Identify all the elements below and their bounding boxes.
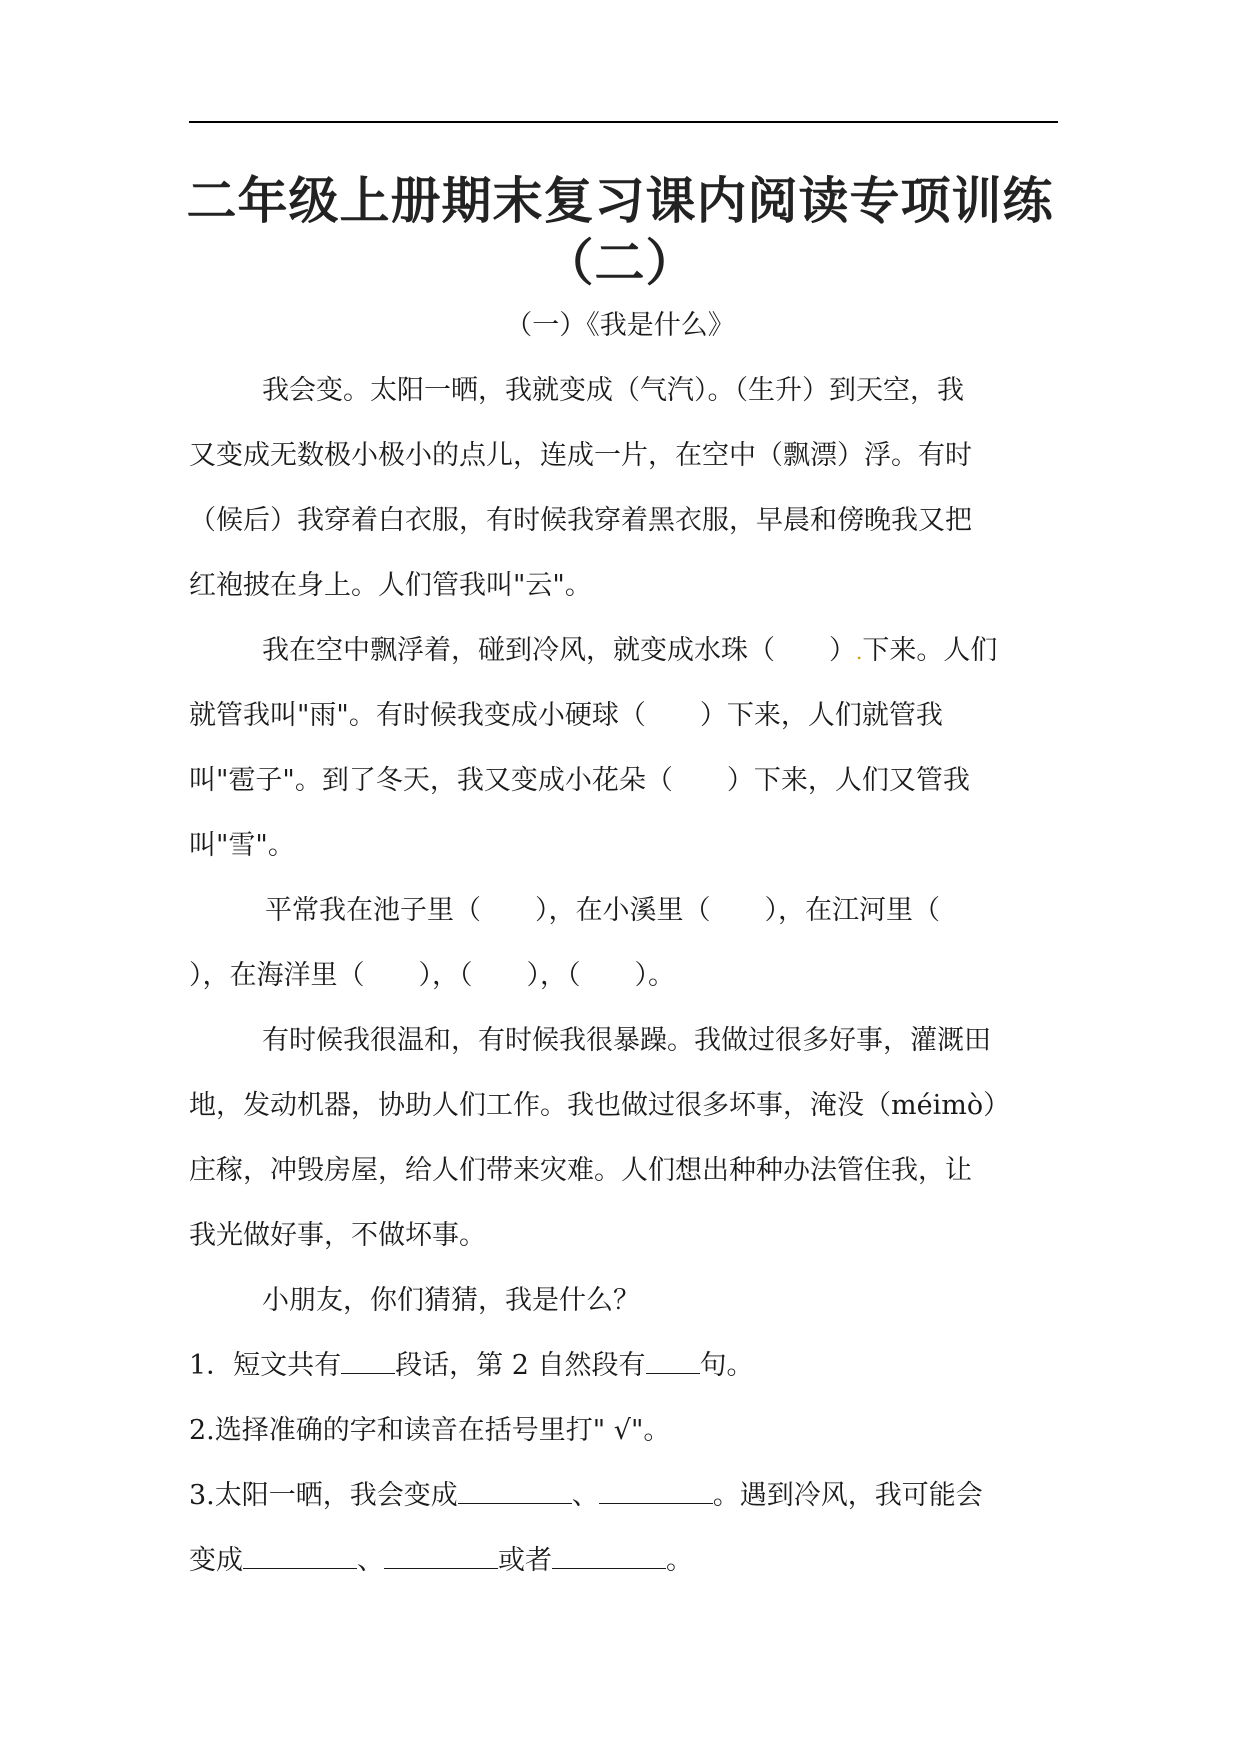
paragraph-4 (189, 1008, 1058, 1268)
answer-blank[interactable] (552, 1540, 666, 1569)
text-line: 又变成无数极小极小的点儿，连成一片，在空中（飘漂）浮。有时 (189, 440, 972, 471)
answer-blank[interactable] (384, 1540, 498, 1569)
text-segment: 、 (357, 1545, 384, 1576)
text-segment: 变成 (189, 1545, 243, 1576)
text-line: 叫"雹子"。到了冬天，我又变成小花朵（ ）下来，人们又管我 (189, 765, 970, 796)
text-line: （候后）我穿着白衣服，有时候我穿着黑衣服，早晨和傍晚我又把 (189, 505, 972, 536)
text-segment: 1．短文共有 (189, 1350, 342, 1381)
text-line: 有时候我很温和，有时候我很暴躁。我做过很多好事，灌溉田 (262, 1025, 991, 1056)
answer-blank[interactable] (646, 1345, 700, 1374)
text-line: 庄稼，冲毁房屋，给人们带来灾难。人们想出种种办法管住我，让 (189, 1155, 972, 1186)
text-line: 小朋友，你们猜猜，我是什么？ (262, 1285, 640, 1316)
text-line: ），在海洋里（ ），（ ），（ ）。 (189, 960, 675, 991)
page-title-suffix: （二） (543, 234, 697, 292)
answer-blank[interactable] (243, 1540, 357, 1569)
text-line (189, 1463, 1058, 1528)
text-segment: 。遇到冷风，我可能会 (712, 1480, 983, 1511)
text-line: 地，发动机器，协助人们工作。我也做过很多坏事，淹没（méimò） (189, 1090, 1011, 1121)
paragraph-5 (189, 1268, 1058, 1333)
text-line: 叫"雪"。 (189, 830, 295, 861)
section-heading: （一）《我是什么》 (505, 310, 735, 341)
question-3 (189, 1463, 1058, 1593)
text-segment: 或者 (498, 1545, 552, 1576)
text-line: 我会变。太阳一晒，我就变成（气汽）。（生升）到天空，我 (262, 375, 964, 406)
question-1 (189, 1333, 1058, 1398)
question-2 (189, 1398, 1058, 1463)
header-rule (189, 121, 1058, 123)
text-line: 就管我叫"雨"。有时候我变成小硬球（ ）下来，人们就管我 (189, 700, 943, 731)
text-segment: 我在空中飘浮着，碰到冷风，就变成水珠（ ） (262, 635, 856, 666)
dot-mark: . (856, 640, 863, 664)
answer-blank[interactable] (599, 1475, 713, 1504)
page-title: 二年级上册期末复习课内阅读专项训练 (186, 172, 1054, 230)
text-line: 平常我在池子里（ ），在小溪里（ ），在江河里（ (265, 895, 940, 926)
paragraph-2 (189, 618, 1058, 878)
text-line (189, 618, 1058, 683)
paragraph-1 (189, 358, 1058, 618)
text-segment: 。 (666, 1545, 693, 1576)
text-line (189, 1333, 1058, 1398)
text-line (189, 1528, 1058, 1593)
text-line: 红袍披在身上。人们管我叫"云"。 (189, 570, 592, 601)
text-segment: 、 (571, 1480, 599, 1511)
paragraph-3 (189, 878, 1058, 1008)
text-line: 2.选择准确的字和读音在括号里打" √"。 (189, 1415, 671, 1446)
text-line: 我光做好事，不做坏事。 (189, 1220, 486, 1251)
answer-blank[interactable] (341, 1345, 395, 1374)
text-segment: 3.太阳一晒，我会变成 (189, 1480, 458, 1511)
answer-blank[interactable] (458, 1475, 572, 1504)
text-segment: 下来。人们 (862, 635, 998, 666)
text-segment: 句。 (699, 1350, 754, 1381)
text-segment: 段话，第 2 自然段有 (395, 1350, 646, 1381)
